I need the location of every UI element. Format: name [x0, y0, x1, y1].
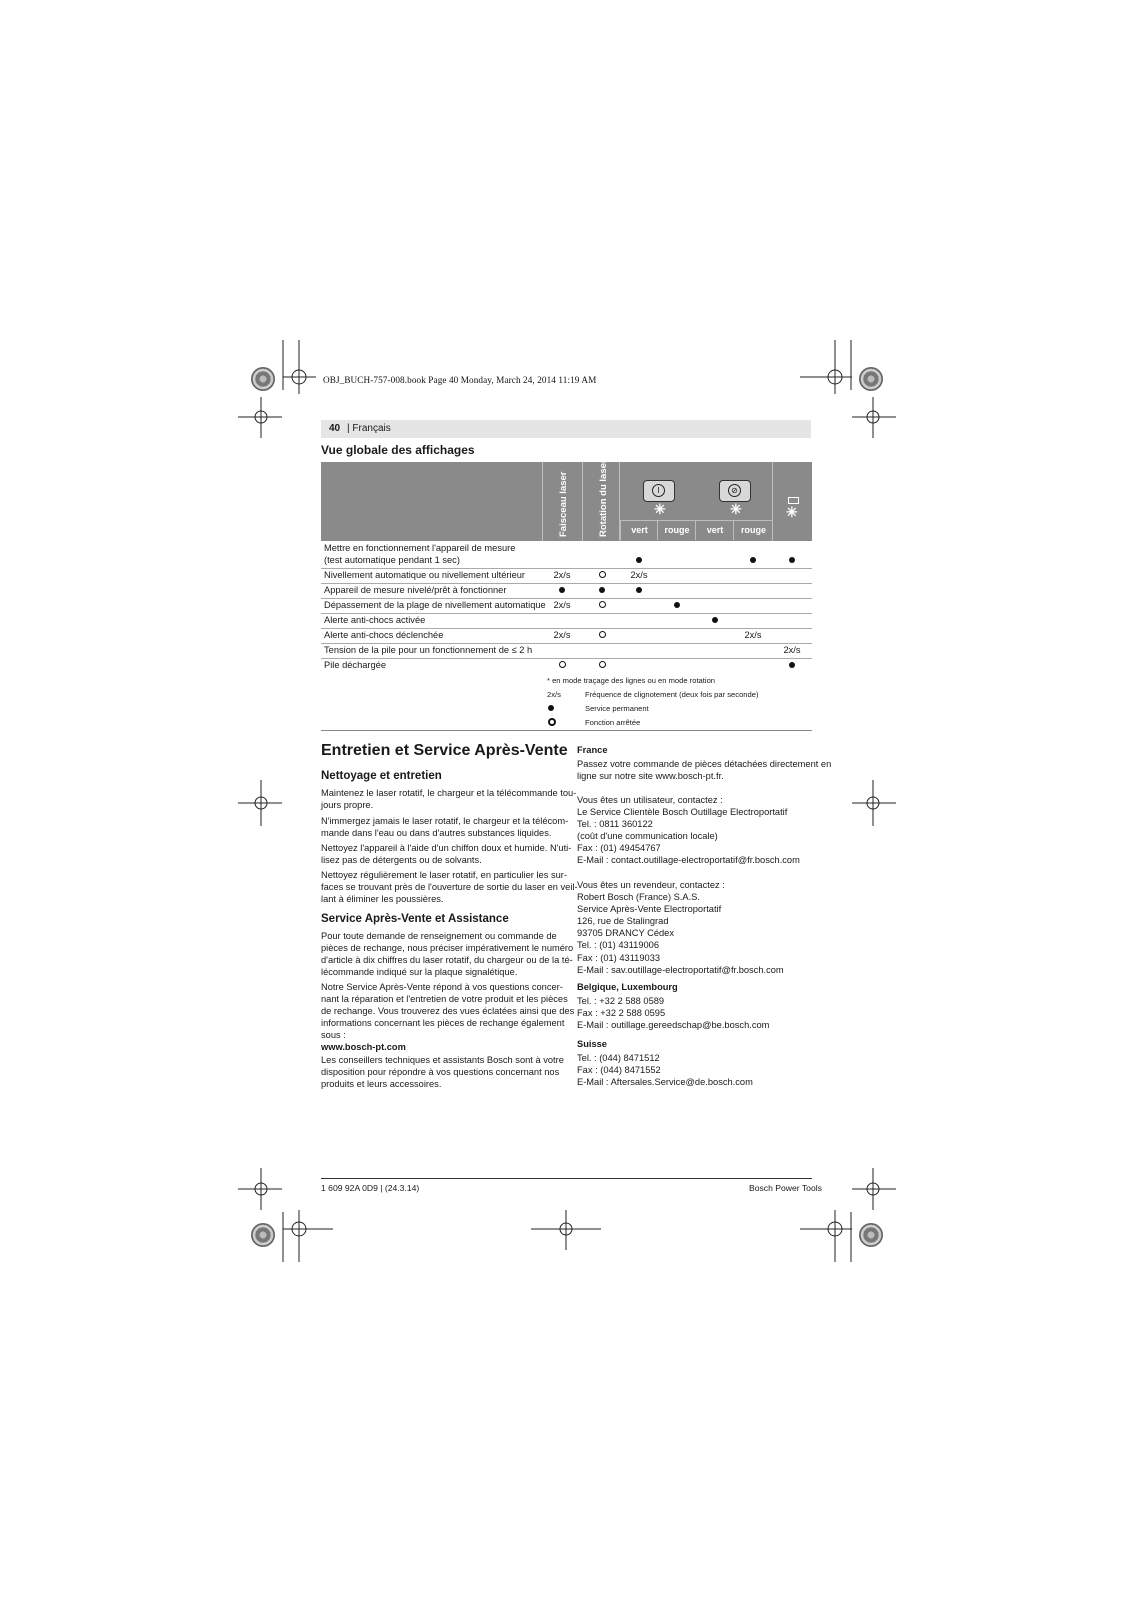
table-row [321, 628, 812, 644]
subheader-rouge: rouge [657, 520, 696, 540]
subheader-vert: vert [695, 520, 734, 540]
led-burst-icon: ✳ [730, 501, 742, 517]
status-dot [542, 585, 582, 595]
language-label: | Français [347, 423, 391, 434]
main-title: Entretien et Service Après-Vente [321, 742, 568, 759]
heading-service: Service Après-Vente et Assistance [321, 913, 509, 925]
contact-block: Tel. : (044) 8471512 Fax : (044) 8471552 E-Mail : Aftersales.Service@de.bosch.com [577, 1053, 753, 1088]
header-divider [582, 462, 583, 541]
status-dot [657, 600, 697, 610]
book-info-line: OBJ_BUCH-757-008.book Page 40 Monday, March 24, 2014 11:19 AM [323, 375, 597, 385]
heading-suisse: Suisse [577, 1039, 607, 1049]
page-header-bar [321, 420, 811, 438]
row-label: Alerte anti-chocs activée [324, 615, 426, 625]
col-header-rotation: Rotation du laser* [598, 455, 609, 537]
row-label: Pile déchargée [324, 660, 387, 670]
table-row [321, 541, 812, 569]
legend-dot-icon [548, 704, 554, 713]
blink-rate: 2x/s [630, 570, 648, 580]
paragraph: Notre Service Après-Vente répond à vos questions concer- nant la réparation et l'entretien de votre produit et les pièces de rechange. Vous trouverez des vues éclatées ainsi que des informations concernant les pièces de rechange également sous : [321, 982, 575, 1041]
table-footnote: * en mode traçage des lignes ou en mode rotation [547, 676, 716, 685]
status-dot [619, 585, 659, 595]
subheader-rouge: rouge [733, 520, 773, 540]
power-button-icon: I [643, 480, 675, 502]
status-dot [733, 555, 773, 565]
website-link[interactable]: www.bosch-pt.com [321, 1042, 406, 1052]
page-number: 40 [329, 423, 341, 434]
blink-rate: 2x/s [553, 570, 571, 580]
paragraph: Les conseillers techniques et assistants Bosch sont à votre disposition pour répondre à vos questions concernant nos produits et leurs accessoires. [321, 1055, 564, 1090]
paragraph: Passez votre commande de pièces détachées directement en ligne sur notre site www.bosch-pt.fr. [577, 759, 832, 782]
footer-brand: Bosch Power Tools [749, 1183, 822, 1193]
legend-off: Fonction arrêtée [585, 718, 641, 727]
row-label: Appareil de mesure nivelé/prêt à fonctionner [324, 585, 507, 595]
status-ring [542, 660, 582, 670]
status-dot [772, 555, 812, 565]
status-ring [582, 630, 622, 640]
led-burst-icon: ✳ [654, 501, 666, 517]
footer-doc-number: 1 609 92A 0D9 | (24.3.14) [321, 1183, 420, 1193]
contact-block: Tel. : +32 2 588 0589 Fax : +32 2 588 0595 E-Mail : outillage.gereedschap@be.bosch.com [577, 996, 770, 1031]
heading-belgique: Belgique, Luxembourg [577, 982, 678, 992]
legend-perm: Service permanent [585, 704, 649, 713]
status-dot [582, 585, 622, 595]
battery-icon [788, 497, 799, 504]
status-dot [695, 615, 735, 625]
contact-block: Vous êtes un utilisateur, contactez : Le Service Clientèle Bosch Outillage Electroportatif Tel. : 0811 360122 (coût d'une communication locale) Fax : (01) 49454767 E-Mail : contact.outillage-electroportatif@fr.bosch.com [577, 795, 800, 866]
table-bottom-rule [321, 730, 812, 731]
row-label: Nivellement automatique ou nivellement ultérieur [324, 570, 526, 580]
heading-nettoyage: Nettoyage et entretien [321, 770, 442, 782]
row-label: Mettre en fonctionnement l'appareil de mesure [324, 543, 516, 553]
blink-rate: 2x/s [783, 645, 801, 655]
table-row [321, 643, 812, 659]
row-label: (test automatique pendant 1 sec) [324, 555, 460, 565]
status-ring [582, 600, 622, 610]
status-dot [772, 660, 812, 670]
contact-block: Vous êtes un revendeur, contactez : Robert Bosch (France) S.A.S. Service Après-Vente Electroportatif 126, rue de Stalingrad 93705 DRANCY Cédex Tel. : (01) 43119006 Fax : (01) 43119033 E-Mail : sav.outillage-electroportatif@fr.bosch.com [577, 880, 784, 975]
row-label: Dépassement de la plage de nivellement automatique [324, 600, 546, 610]
legend-key-freq: 2x/s [547, 690, 561, 699]
table-row [321, 598, 812, 614]
row-label: Alerte anti-chocs déclenchée [324, 630, 444, 640]
paragraph: Maintenez le laser rotatif, le chargeur et la télécommande tou- jours propre. [321, 788, 577, 811]
heading-france: France [577, 745, 608, 755]
subheader-vert: vert [620, 520, 658, 540]
blink-rate: 2x/s [553, 600, 571, 610]
shock-alert-button-icon: ⊘ [719, 480, 751, 502]
col-header-faisceau: Faisceau laser [558, 471, 569, 537]
row-label: Tension de la pile pour un fonctionnement de ≤ 2 h [324, 645, 533, 655]
blink-rate: 2x/s [744, 630, 762, 640]
header-divider [542, 462, 543, 541]
status-dot [619, 555, 659, 565]
status-ring [582, 660, 622, 670]
paragraph: Nettoyez régulièrement le laser rotatif, en particulier les sur- faces se trouvant près de l'ouverture de sortie du laser en veil- lant à éliminer les poussières. [321, 870, 578, 905]
paragraph: Pour toute demande de renseignement ou commande de pièces de rechange, nous préciser impérativement le numéro d'article à dix chiffres du laser rotatif, du chargeur ou de la té- lécommande indiqué sur la plaque signalétique. [321, 931, 574, 978]
table-title: Vue globale des affichages [321, 443, 475, 457]
table-row [321, 613, 812, 629]
footer-rule [321, 1178, 812, 1179]
blink-rate: 2x/s [553, 630, 571, 640]
status-ring [582, 570, 622, 580]
table-row [321, 568, 812, 584]
led-burst-icon: ✳ [786, 504, 798, 520]
table-row [321, 583, 812, 599]
legend-ring-icon [548, 718, 556, 728]
table-row [321, 658, 812, 673]
paragraph: Nettoyez l'appareil à l'aide d'un chiffon doux et humide. N'uti- lisez pas de détergents ou de solvants. [321, 843, 572, 866]
legend-freq: Fréquence de clignotement (deux fois par seconde) [585, 690, 759, 699]
paragraph: N'immergez jamais le laser rotatif, le chargeur et la télécom- mande dans l'eau ou dans d'autres substances liquides. [321, 816, 569, 839]
